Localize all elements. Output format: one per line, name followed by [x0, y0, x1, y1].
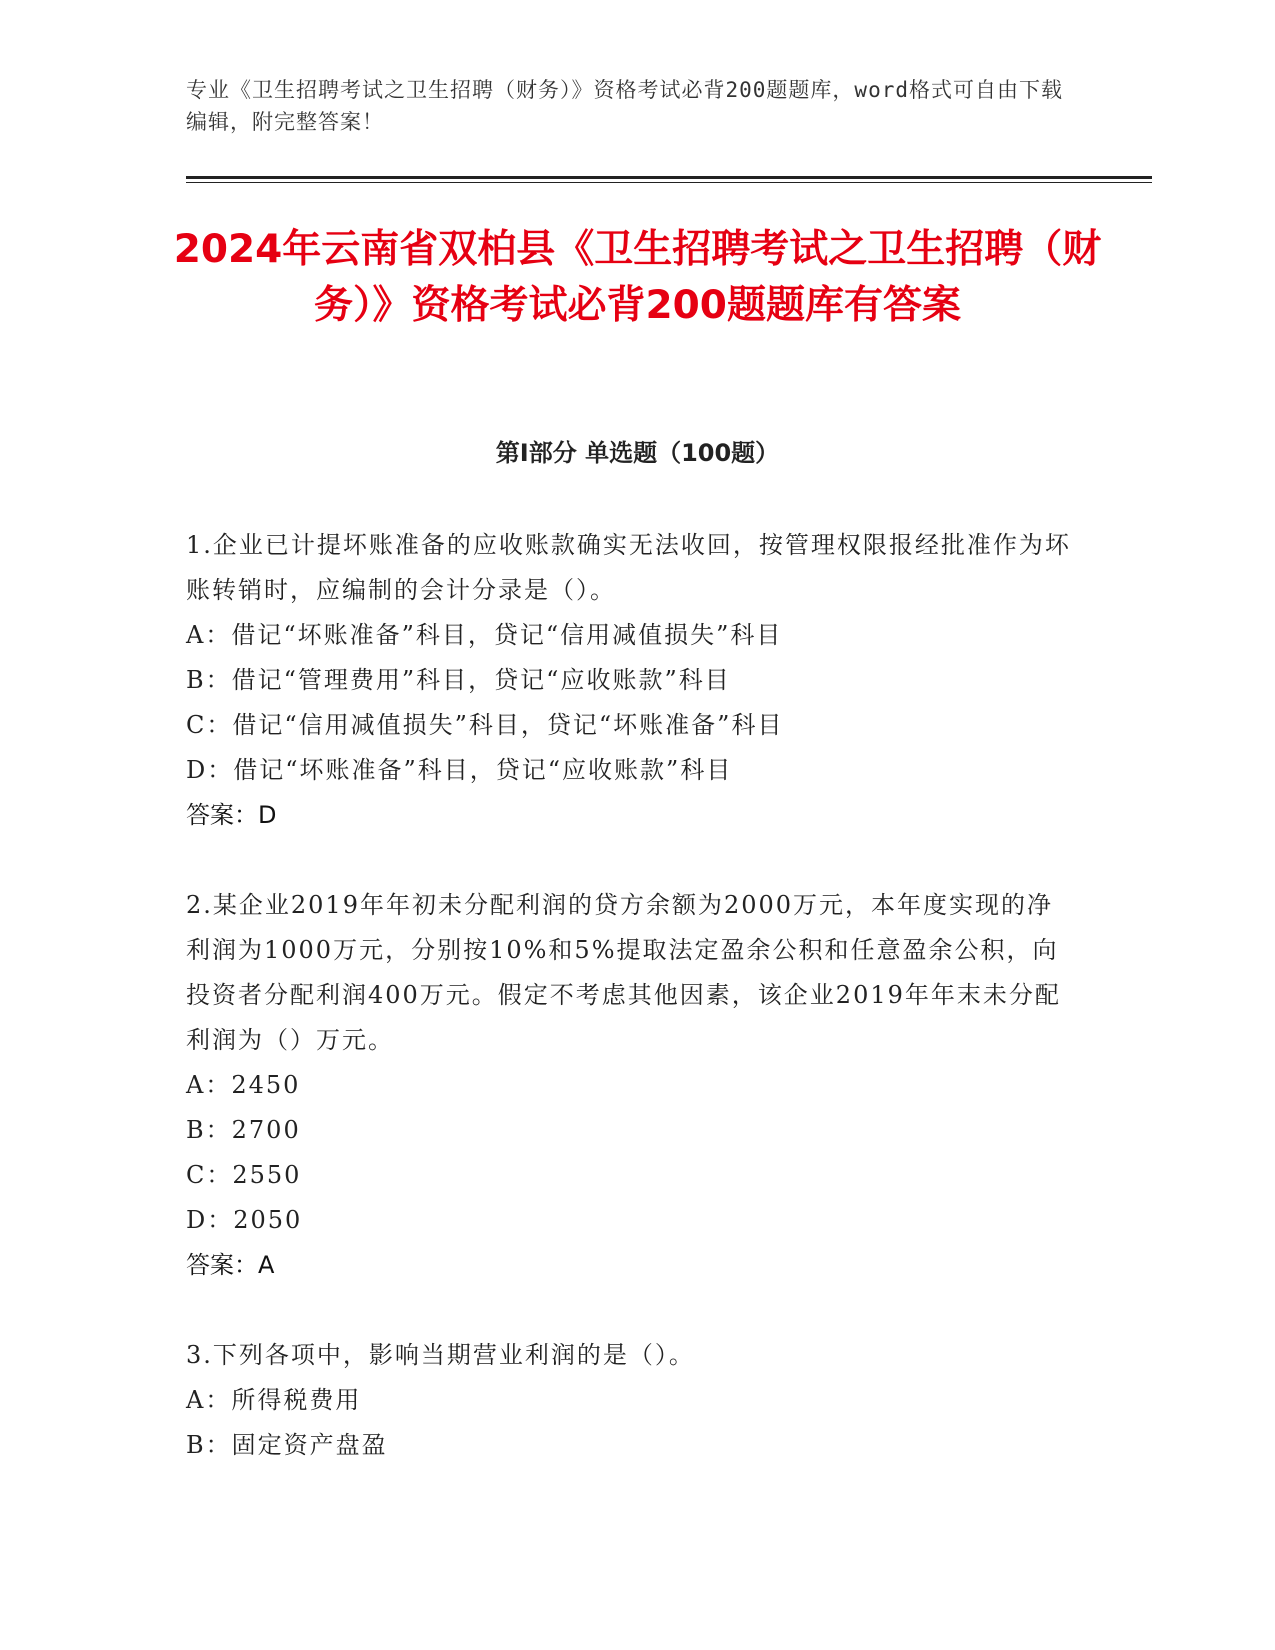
- option-d: D：借记“坏账准备”科目，贷记“应收账款”科目: [186, 756, 733, 784]
- option-b: B：借记“管理费用”科目，贷记“应收账款”科目: [186, 666, 731, 694]
- option-d: D：2050: [186, 1206, 303, 1234]
- question-2: [186, 883, 1076, 1288]
- question-stem: 1.企业已计提坏账准备的应收账款确实无法收回，按管理权限报经批准作为坏账转销时，应编制的会计分录是（）。: [186, 531, 1071, 604]
- option-c: C：借记“信用减值损失”科目，贷记“坏账准备”科目: [186, 711, 784, 739]
- option-b: B：固定资产盘盈: [186, 1431, 388, 1459]
- option-b: B：2700: [186, 1116, 301, 1144]
- header-note: 专业《卫生招聘考试之卫生招聘（财务）》资格考试必背200题题库，word格式可自由下载编辑，附完整答案！: [186, 78, 1063, 134]
- section-heading: 第I部分 单选题（100题）: [495, 439, 780, 467]
- option-a: A：2450: [186, 1071, 301, 1099]
- header-divider-thick: [186, 176, 1152, 179]
- document-title: 2024年云南省双柏县《卫生招聘考试之卫生招聘（财务）》资格考试必背200题题库有答案: [173, 227, 1102, 328]
- question-stem: 3.下列各项中，影响当期营业利润的是（）。: [186, 1341, 695, 1369]
- answer-label: 答案：A: [186, 1251, 275, 1279]
- answer-label: 答案：D: [186, 801, 277, 829]
- question-stem: 2.某企业2019年年初未分配利润的贷方余额为2000万元，本年度实现的净利润为1000万元，分别按10%和5%提取法定盈余公积和任意盈余公积，向投资者分配利润400万元。假定不考虑其他因素，该企业2019年年末未分配利润为（）万元。: [186, 891, 1061, 1054]
- option-a: A：借记“坏账准备”科目，贷记“信用减值损失”科目: [186, 621, 783, 649]
- question-3: [186, 1333, 1076, 1468]
- option-c: C：2550: [186, 1161, 302, 1189]
- option-a: A：所得税费用: [186, 1386, 362, 1414]
- question-1: [186, 523, 1076, 838]
- header-divider-thin: [186, 182, 1152, 183]
